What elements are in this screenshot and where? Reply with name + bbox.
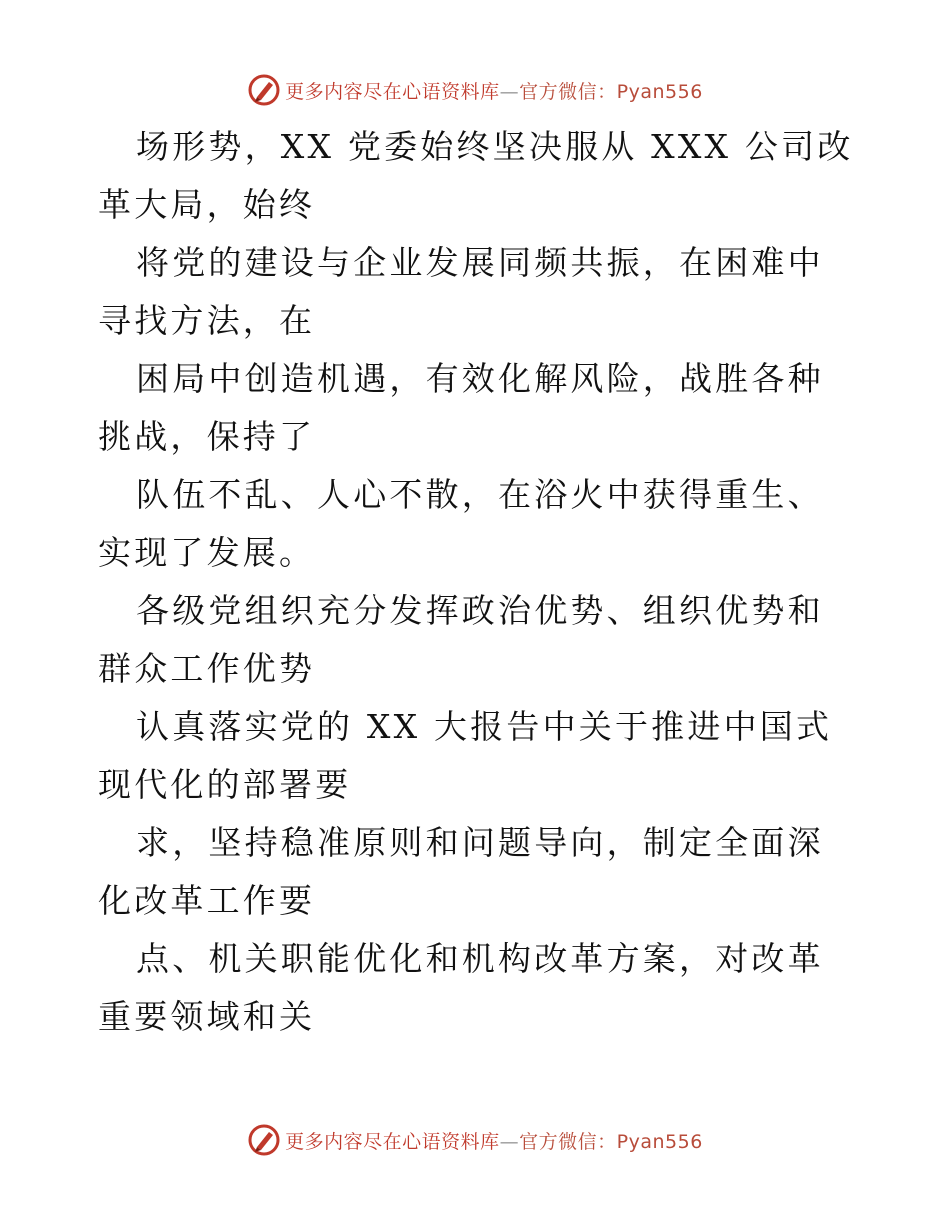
paragraph-4: 队伍不乱、人心不散，在浴火中获得重生、实现了发展。 (98, 475, 824, 572)
paragraph-1: 场形势，XX 党委始终坚决服从 XXX 公司改革大局，始终 (98, 127, 854, 224)
paragraph-2: 将党的建设与企业发展同频共振，在困难中寻找方法，在 (98, 243, 824, 340)
banner-wechat-text: 官方微信：Pyan556 (519, 1130, 703, 1153)
paragraph-5: 各级党组织充分发挥政治优势、组织优势和群众工作优势 (98, 591, 824, 688)
banner-dash: — (499, 1130, 520, 1153)
banner-text (285, 77, 703, 104)
banner-main-text: 更多内容尽在心语资料库 (285, 1130, 500, 1153)
banner-wechat-text: 官方微信：Pyan556 (519, 80, 703, 103)
paragraph-6: 认真落实党的 XX 大报告中关于推进中国式现代化的部署要 (98, 707, 833, 804)
paragraph-7: 求，坚持稳准原则和问题导向，制定全面深化改革工作要 (98, 823, 824, 920)
paragraph-8: 点、机关职能优化和机构改革方案，对改革重要领域和关 (98, 939, 824, 1036)
banner-dash: — (499, 80, 520, 103)
pen-logo-icon (247, 1123, 281, 1157)
header-banner (0, 70, 950, 110)
footer-banner (0, 1120, 950, 1160)
document-body (98, 118, 858, 1046)
banner-main-text: 更多内容尽在心语资料库 (285, 80, 500, 103)
pen-logo-icon (247, 73, 281, 107)
paragraph-3: 困局中创造机遇，有效化解风险，战胜各种挑战，保持了 (98, 359, 824, 456)
banner-text (285, 1127, 703, 1154)
